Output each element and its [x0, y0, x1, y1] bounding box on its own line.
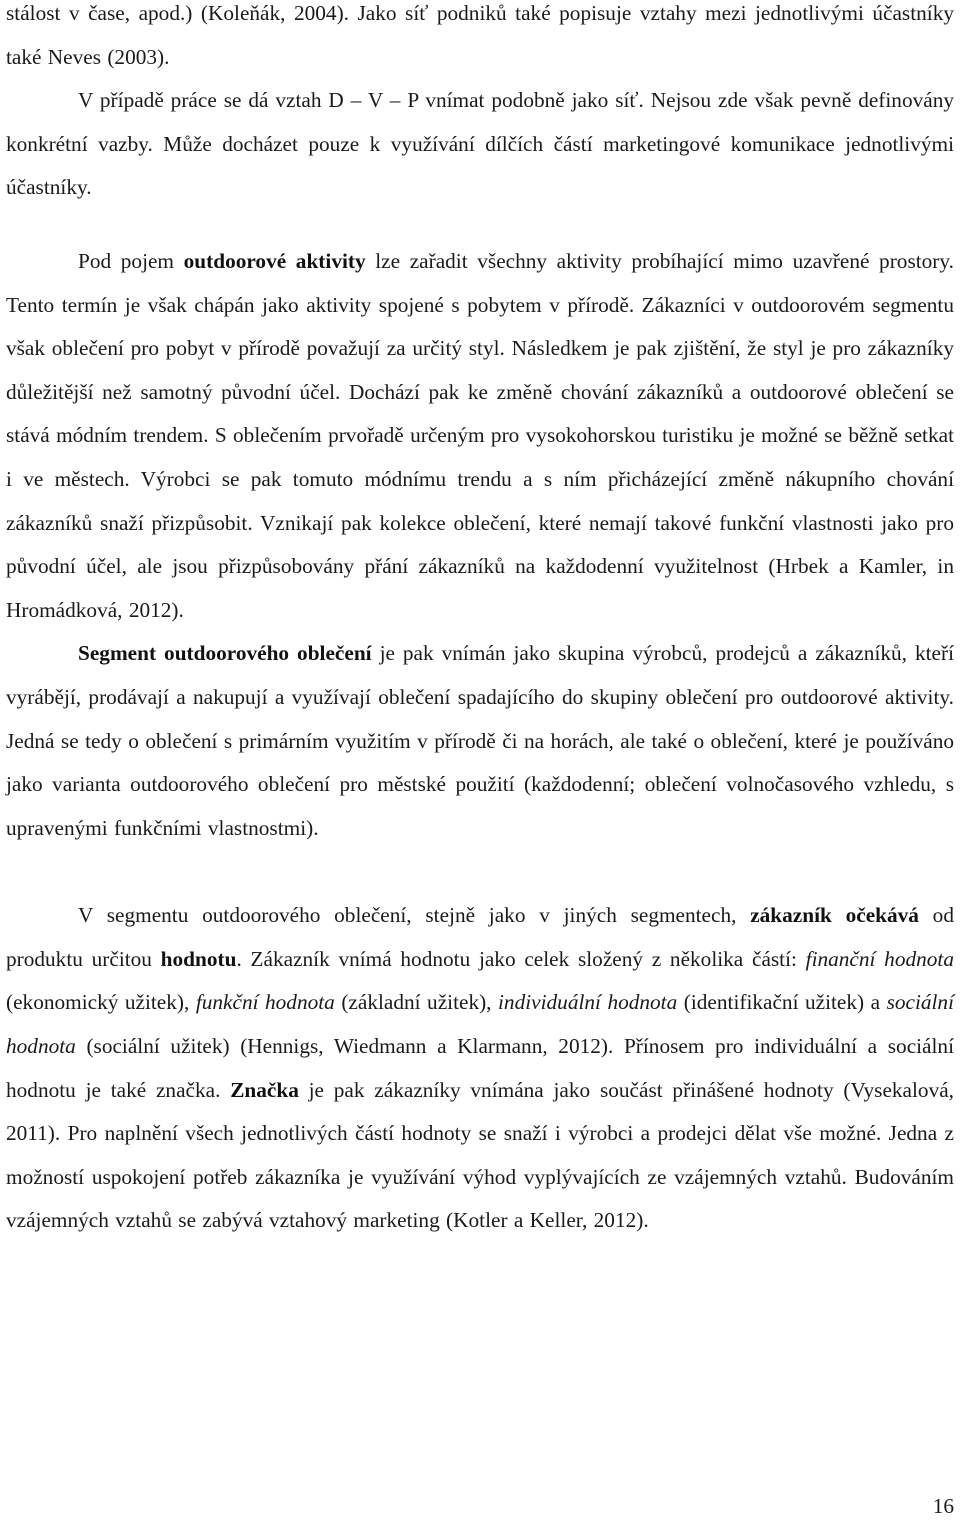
p5-text-8: je pak zákazníky vnímána jako součást přinášené hodnoty (Vysekalová, 2011). Pro naplnění všech jednotlivých částí hodnoty se snaží i výrobci a prodejci dělat vše možné. Jedna z možností uspokojení potřeb zákazníka je využívání výhod vyplývajících ze vzájemných vztahů. Budováním vzájemných vztahů se zabývá vztahový marketing (Kotler a Keller, 2012). — [6, 1077, 954, 1233]
term-segment-outdoor-clothing: Segment outdoorového oblečení — [78, 641, 372, 666]
p5-text-7: (sociální užitek) (Hennigs, Wiedmann a Klarmann, 2012). Přínosem pro individuální a sociální hodnotu je také značka. — [6, 1034, 954, 1102]
page-number: 16 — [932, 1494, 954, 1518]
document-page — [6, 0, 954, 1243]
paragraph-2 — [6, 79, 954, 210]
paragraph-segment — [6, 632, 954, 850]
paragraph-3-text-before: Pod pojem — [78, 248, 184, 273]
p5-text-4: (ekonomický užitek), — [6, 990, 196, 1015]
paragraph-1 — [6, 0, 954, 79]
p5-text-3: . Zákazník vnímá hodnotu jako celek složený z několika částí: — [236, 946, 806, 971]
paragraph-customer-value — [6, 894, 954, 1243]
p5-text-2: od produktu určitou — [6, 903, 954, 971]
term-social-value: sociální hodnota — [6, 990, 954, 1059]
term-functional-value: funkční hodnota — [195, 990, 335, 1015]
paragraph-1-text: stálost v čase, apod.) (Koleňák, 2004). Jako síť podniků také popisuje vztahy mezi jednotlivými účastníky také Neves (2003). — [6, 1, 954, 69]
paragraph-4-text: je pak vnímán jako skupina výrobců, prodejců a zákazníků, kteří vyrábějí, prodávají a nakupují a využívají oblečení spadajícího do skupiny oblečení pro outdoorové aktivity. Jedná se tedy o oblečení s primárním využitím v přírodě či na horách, ale také o oblečení, které je používáno jako varianta outdoorového oblečení pro městské použití (každodenní; oblečení volnočasového vzhledu, s upravenými funkčními vlastnostmi). — [6, 641, 954, 840]
p5-text-5: (základní užitek), — [334, 990, 499, 1015]
term-individual-value: individuální hodnota — [498, 990, 678, 1015]
term-financial-value: finanční hodnota — [805, 946, 954, 971]
p5-text-6: (identifikační užitek) a — [677, 990, 887, 1015]
term-outdoor-activities: outdoorové aktivity — [183, 248, 366, 273]
paragraph-2-text: V případě práce se dá vztah D – V – P vnímat podobně jako síť. Nejsou zde však pevně definovány konkrétní vazby. Může docházet pouze k využívání dílčích částí marketingové komunikace jednotlivými účastníky. — [6, 88, 954, 200]
term-value: hodnotu — [160, 946, 237, 971]
paragraph-outdoor-activities — [6, 240, 954, 632]
paragraph-3-text-after: lze zařadit všechny aktivity probíhající mimo uzavřené prostory. Tento termín je však chápán jako aktivity spojené s pobytem v přírodě. Zákazníci v outdoorovém segmentu však oblečení pro pobyt v přírodě považují za určitý styl. Následkem je pak zjištění, že styl je pro zákazníky důležitější než samotný původní účel. Dochází pak ke změně chování zákazníků a outdoorové oblečení se stává módním trendem. S oblečením prvořadě určeným pro vysokohorskou turistiku je možné se běžně setkat i ve městech. Výrobci se pak tomuto módnímu trendu a s ním přicházející změně nákupního chování zákazníků snaží přizpůsobit. Vznikají pak kolekce oblečení, které nemají takové funkční vlastnosti jako pro původní účel, ale jsou přizpůsobovány přání zákazníků na každodenní využitelnost (Hrbek a Kamler, in Hromádková, 2012). — [6, 248, 954, 622]
term-customer-expects: zákazník očekává — [750, 903, 919, 928]
p5-text-1: V segmentu outdoorového oblečení, stejně jako v jiných segmentech, — [78, 903, 751, 928]
term-brand: Značka — [230, 1077, 299, 1102]
